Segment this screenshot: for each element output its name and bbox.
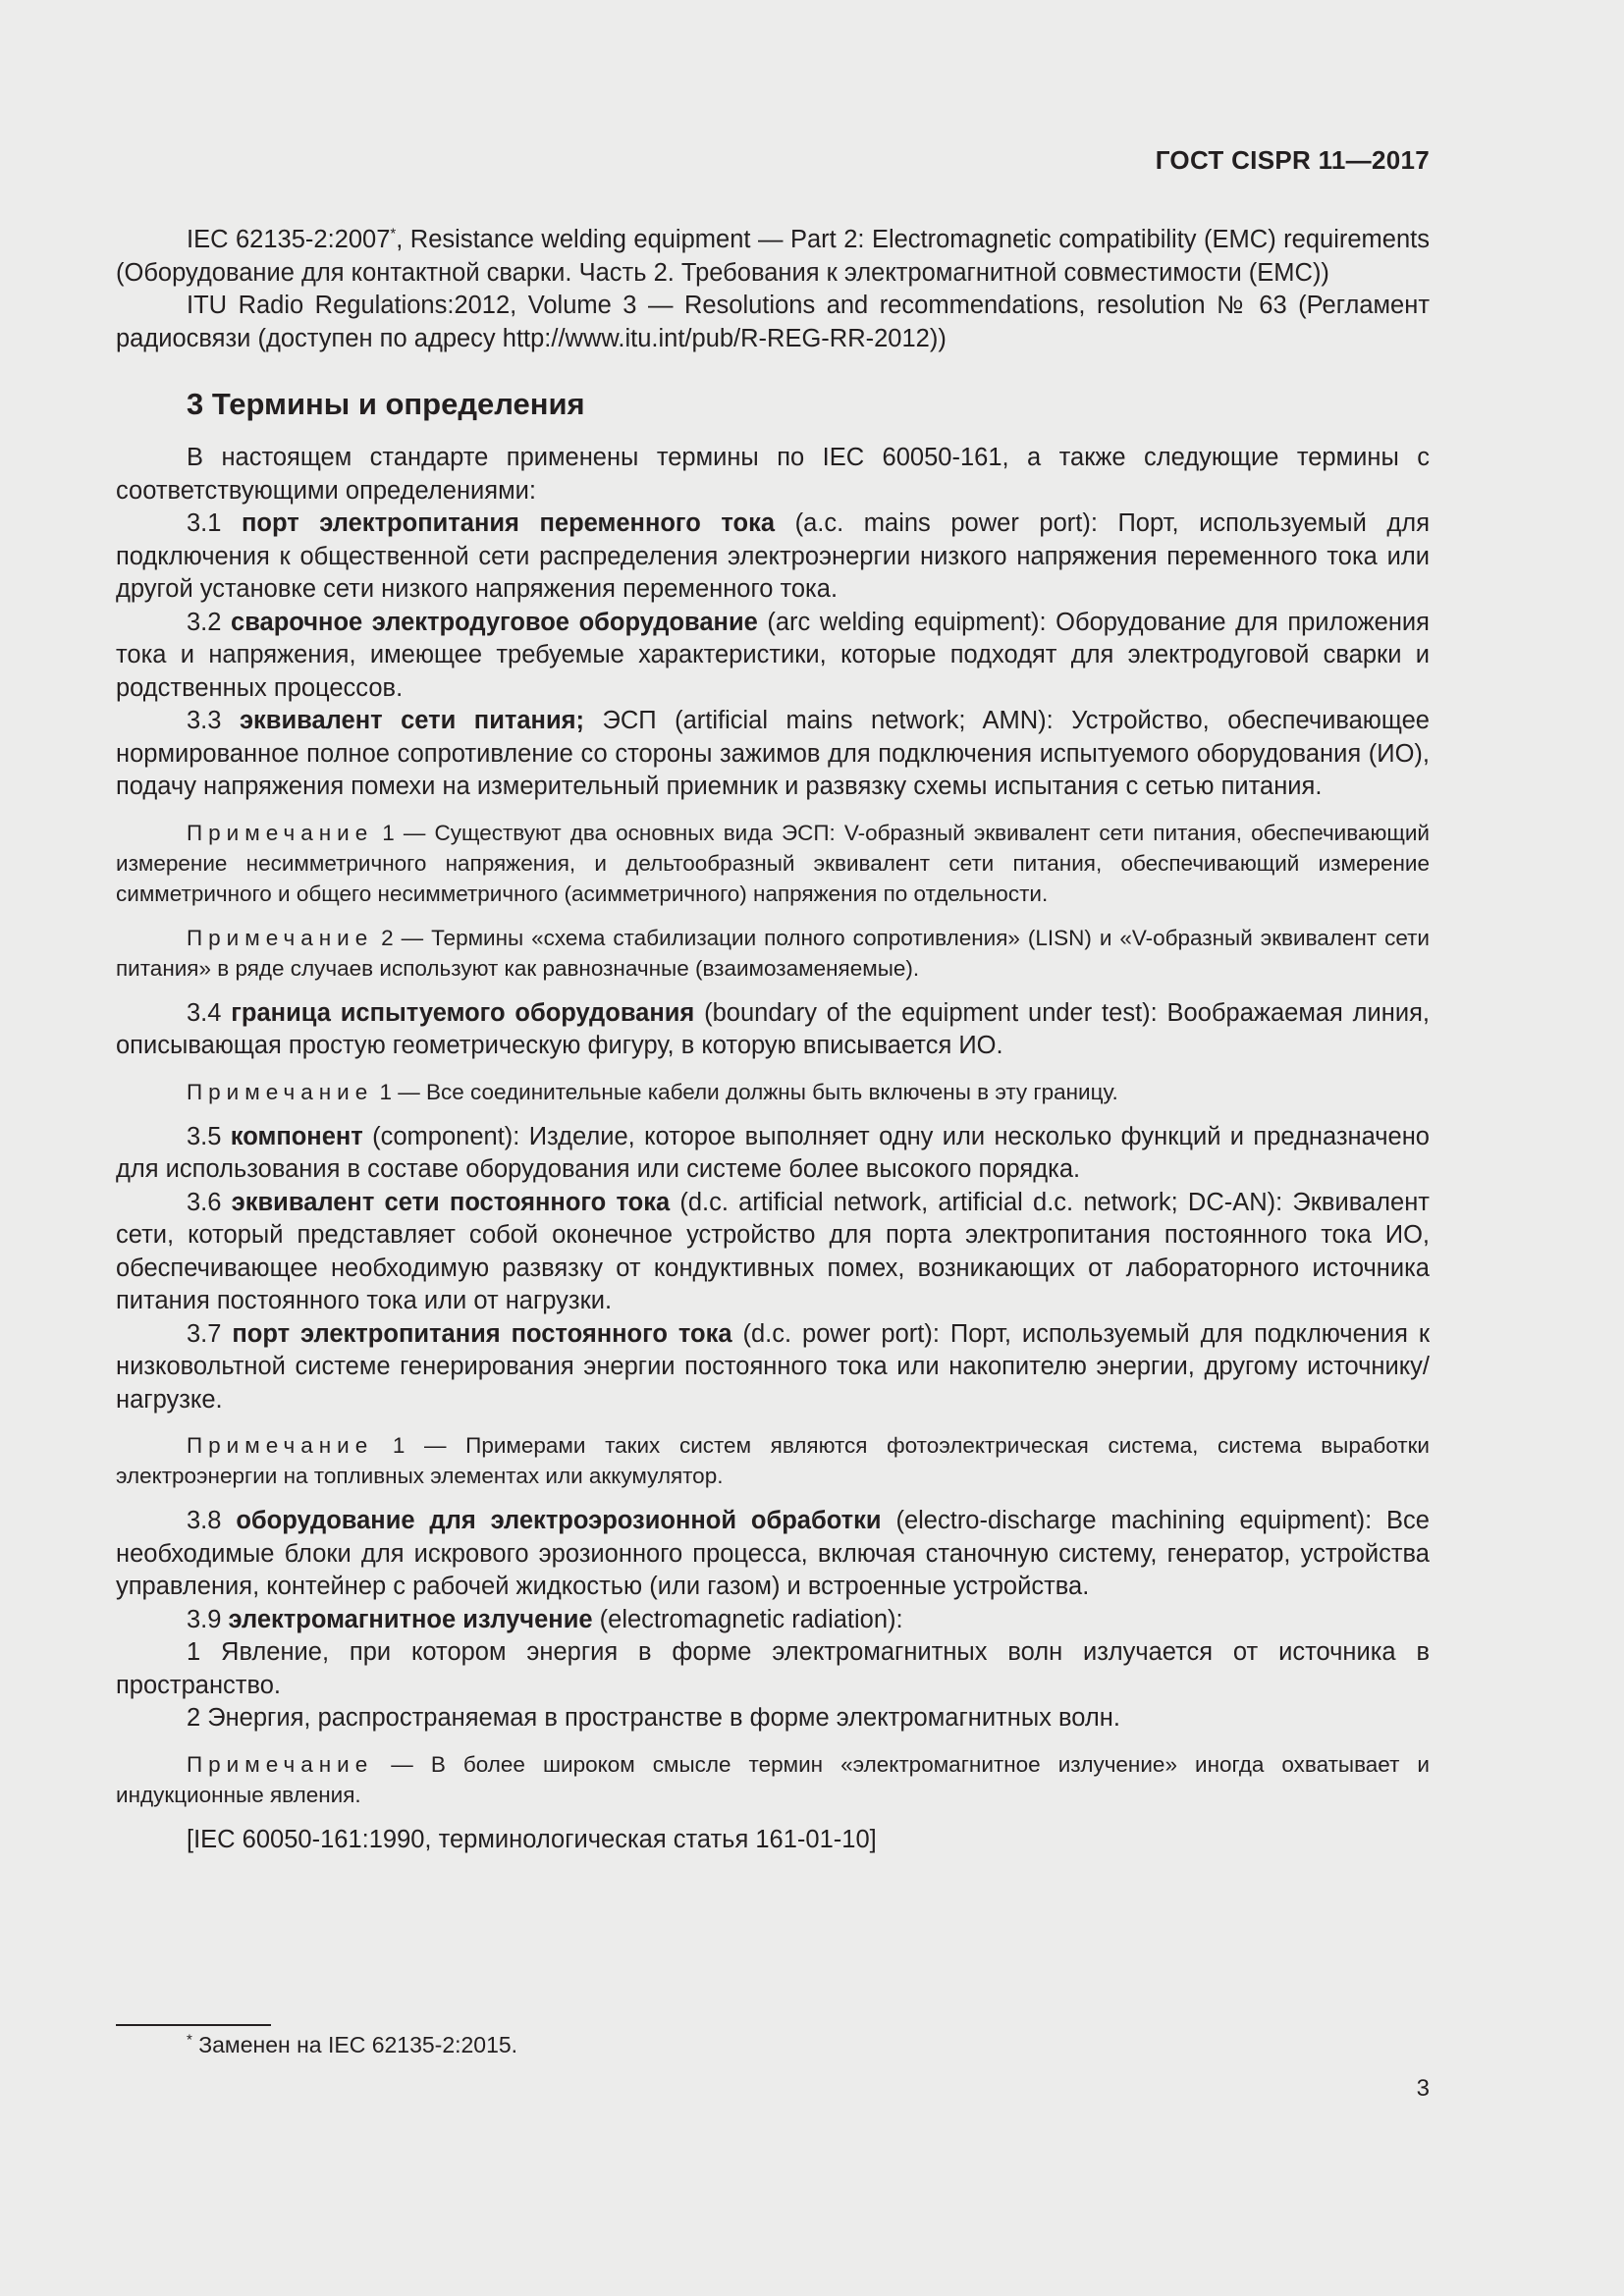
reference-itu: ITU Radio Regulations:2012, Volume 3 — Resolutions and recommendations, resolution № 63 (Регламент радиосвязи (доступен по адресу http://www.itu.int/pub/R-REG-RR-2012)) [116,292,1430,352]
term-3-7: 3.7 порт электропитания постоянного тока (d.c. power port): Порт, используемый для подключения к низковольтной системе генерирования энергии постоянного тока или накопителю энергии, другому источнику/нагрузке. [116,1319,1430,1414]
section-intro: В настоящем стандарте применены термины по IEC 60050-161, а также следующие термины с соответствующими определениями: [116,444,1430,505]
term-3-5: 3.5 компонент (component): Изделие, которое выполняет одну или несколько функций и предназначено для использования в составе оборудования или системе более высокого порядка. [116,1122,1430,1183]
term-3-8: 3.8 оборудование для электроэрозионной обработки (electro-discharge machining equipment): Все необходимые блоки для искрового эрозионного процесса, включая станочную систему, генератор, устройства управления, контейнер с рабочей жидкостью (или газом) и встроенные устройства. [116,1507,1430,1600]
page-number: 3 [1416,2075,1430,2102]
footnote-marker[interactable]: * [390,225,397,242]
term-3-9-definition-2: 2 Энергия, распространяемая в пространстве в форме электромагнитных волн. [187,1704,1120,1732]
term-3-9-definition-1: 1 Явление, при котором энергия в форме электромагнитных волн излучается от источника в пространство. [116,1638,1430,1699]
footnote-separator [116,2024,271,2026]
term-3-9-source: [IEC 60050-161:1990, терминологическая статья 161-01-10] [187,1825,877,1853]
note-3-3-1: Примечание 1 — Существуют два основных вида ЭСП: V-образный эквивалент сети питания, обеспечивающий измерение несимметричного напряжения, и дельтообразный эквивалент сети питания, обеспечивающий измерение симметричного и общего несимметричного (асимметричного) напряжения по отдельности. [116,820,1430,906]
page-content [116,224,1430,1856]
note-3-4-1: Примечание 1 — Все соединительные кабели должны быть включены в эту границу. [187,1079,1118,1104]
note-3-3-2: Примечание 2 — Термины «схема стабилизации полного сопротивления» (LISN) и «V-образный эквивалент сети питания» в ряде случаев используют как равнозначные (взаимозаменяемые). [116,925,1430,981]
term-3-4: 3.4 граница испытуемого оборудования (boundary of the equipment under test): Воображаемая линия, описывающая простую геометрическую фигуру, в которую вписывается ИО. [116,998,1430,1059]
term-3-9: 3.9 электромагнитное излучение (electromagnetic radiation): [187,1605,903,1633]
reference-iec-62135: IEC 62135-2:2007*, Resistance welding equipment — Part 2: Electromagnetic compatibility (EMC) requirements (Оборудование для контактной сварки. Часть 2. Требования к электромагнитной совместимости (EMC)) [116,225,1430,287]
note-3-9: Примечание — В более широком смысле термин «электромагнитное излучение» иногда охватывает и индукционные явления. [116,1751,1430,1807]
note-3-7-1: Примечание 1 — Примерами таких систем являются фотоэлектрическая система, система выработки электроэнергии на топливных элементах или аккумулятор. [116,1433,1430,1488]
section-title: 3 Термины и определения [187,387,585,421]
term-3-6: 3.6 эквивалент сети постоянного тока (d.c. artificial network, artificial d.c. network; DC-AN): Эквивалент сети, который представляет собой оконечное устройство для порта электропитания постоянного тока ИО, обеспечивающее необходимую развязку от кондуктивных помех, возникающих от лабораторного источника питания постоянного тока или от нагрузки. [116,1188,1430,1314]
term-3-3: 3.3 эквивалент сети питания; ЭСП (artificial mains network; AMN): Устройство, обеспечивающее нормированное полное сопротивление со стороны зажимов для подключения испытуемого оборудования (ИО), подачу напряжения помехи на измерительный приемник и развязку схемы испытания с сетью питания. [116,707,1430,800]
term-3-1: 3.1 порт электропитания переменного тока (a.c. mains power port): Порт, используемый для подключения к общественной сети распределения электроэнергии низкого напряжения переменного тока или другой установке сети низкого напряжения переменного тока. [116,509,1430,603]
standard-header: ГОСТ CISPR 11—2017 [1155,145,1430,175]
footnote: * Заменен на IEC 62135-2:2015. [187,2031,518,2057]
term-3-2: 3.2 сварочное электродуговое оборудование (arc welding equipment): Оборудование для приложения тока и напряжения, имеющее требуемые характеристики, которые подходят для электродуговой сварки и родственных процессов. [116,608,1430,702]
